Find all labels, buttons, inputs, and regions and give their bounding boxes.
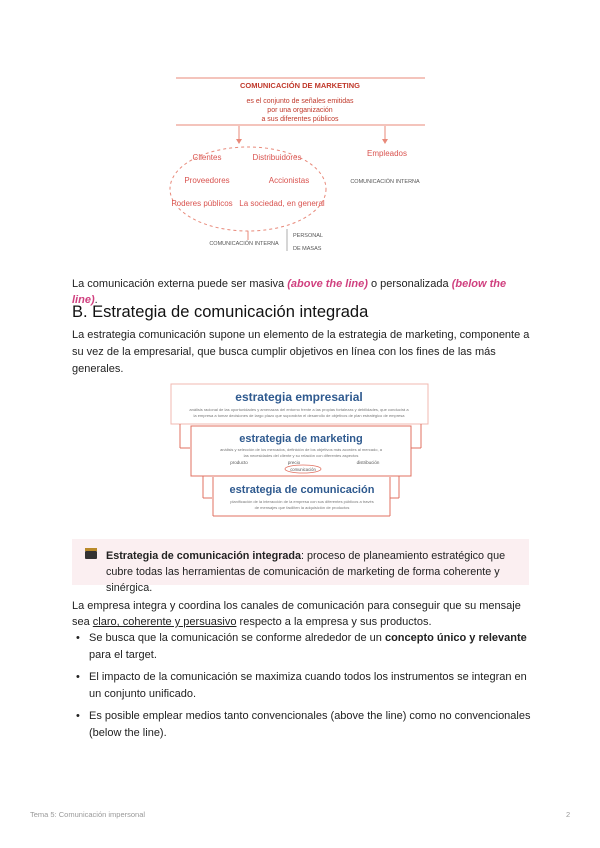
callout-term: Estrategia de comunicación integrada — [106, 550, 301, 562]
label-clientes: Clientes — [192, 153, 222, 162]
label-producto: producto — [230, 460, 248, 465]
marketing-communication-diagram — [0, 0, 600, 270]
label-empleados: Empleados — [366, 149, 408, 158]
text-segment: respecto a la empresa y sus productos. — [236, 616, 432, 628]
list-item — [72, 630, 532, 664]
text-segment: . — [94, 294, 98, 306]
label-distribuidores: Distribuidores — [252, 153, 302, 162]
text-segment: para el target. — [89, 649, 157, 661]
callout-text — [106, 548, 516, 596]
text-segment: o personalizada — [367, 278, 452, 290]
label-la-sociedad: La sociedad, en general — [239, 199, 325, 208]
text-segment: Se busca que la comunicación se conforme alrededor de un — [89, 632, 385, 644]
text-segment: Es posible emplear medios tanto convencionales (above the line) como no convencionales (below the line). — [89, 710, 531, 739]
label-distribucion: distribución — [356, 460, 380, 465]
empresarial-title: estrategia empresarial — [235, 390, 363, 404]
label-proveedores: Proveedores — [184, 176, 230, 185]
diagram-desc-line1: es el conjunto de señales emitidas — [246, 98, 354, 105]
bullet-list — [72, 630, 532, 747]
empresarial-desc-2: la empresa a tomar decisiones de largo plazo que supondrán el desarrollo de objetivos de plan estratégico de empresa — [193, 413, 405, 418]
page-number: 2 — [566, 810, 571, 819]
empresarial-desc-1: análisis racional de las oportunidades y amenazas del entorno frente a las propias fortalezas y debilidades, que conducirá a — [189, 407, 409, 412]
callout-definition: : proceso de planeamiento estratégico que cubre todas las herramientas de comunicación de marketing de forma coherente y sinérgica. — [106, 550, 506, 594]
paragraph-integration — [72, 598, 532, 630]
label-poderes-publicos: Poderes públicos — [171, 199, 233, 208]
above-the-line-emphasis: (above the line) — [287, 278, 368, 290]
list-item — [72, 669, 532, 703]
bold-phrase: concepto único y relevante — [384, 632, 527, 644]
page-footer: Tema 5: Comunicación impersonal — [30, 810, 146, 819]
label-comunicacion: comunicación — [290, 467, 316, 472]
diagram-desc-line3: a sus diferentes públicos — [261, 116, 339, 123]
section-title: B. Estrategia de comunicación integrada — [72, 303, 369, 321]
label-de-masas: DE MASAS — [293, 246, 322, 252]
comunicacion-title: estrategia de comunicación — [229, 484, 375, 496]
comunicacion-desc-1: planificación de la interacción de la empresa con sus diferentes públicos a través — [230, 499, 374, 504]
label-precio: precio — [287, 460, 301, 465]
definition-callout — [72, 539, 529, 594]
comunicacion-desc-2: de mensajes que faciliten la adquisición de productos — [254, 505, 350, 510]
label-comunicacion-interna-bottom: COMUNICACIÓN INTERNA — [209, 241, 279, 247]
label-accionistas: Accionistas — [268, 176, 310, 185]
marketing-title: estrategia de marketing — [239, 433, 363, 445]
underlined-phrase: claro, coherente y persuasivo — [92, 616, 237, 628]
text-segment: El impacto de la comunicación se maximiza cuando todos los instrumentos se integran en un conjunto unificado. — [89, 671, 527, 700]
clapperboard-icon — [85, 551, 97, 559]
below-the-line-emphasis: (below the line) — [72, 278, 507, 306]
label-comunicacion-interna-right: COMUNICACIÓN INTERNA — [350, 179, 420, 185]
list-item — [72, 708, 532, 742]
diagram-desc-line2: por una organización — [267, 107, 333, 114]
marketing-desc-2: las necesidades del cliente y su relación con diferentes aspectos — [243, 453, 359, 458]
paragraph-strategy: La estrategia comunicación supone un elemento de la estrategia de marketing, componente a su vez de la empresarial, que busca cumplir objetivos en línea con los fines de las más generales. — [72, 329, 530, 375]
diagram-title: COMUNICACIÓN DE MARKETING — [240, 81, 360, 90]
text-segment: La comunicación externa puede ser masiva — [72, 278, 288, 290]
label-personal: PERSONAL — [293, 233, 323, 239]
marketing-desc-1: análisis y selección de los mercados, definición de los objetivos más acordes al mercado, a — [220, 447, 382, 452]
strategy-hierarchy-diagram — [0, 380, 600, 520]
text-segment: La empresa integra y coordina los canales de comunicación para conseguir que su mensaje sea — [72, 600, 521, 628]
